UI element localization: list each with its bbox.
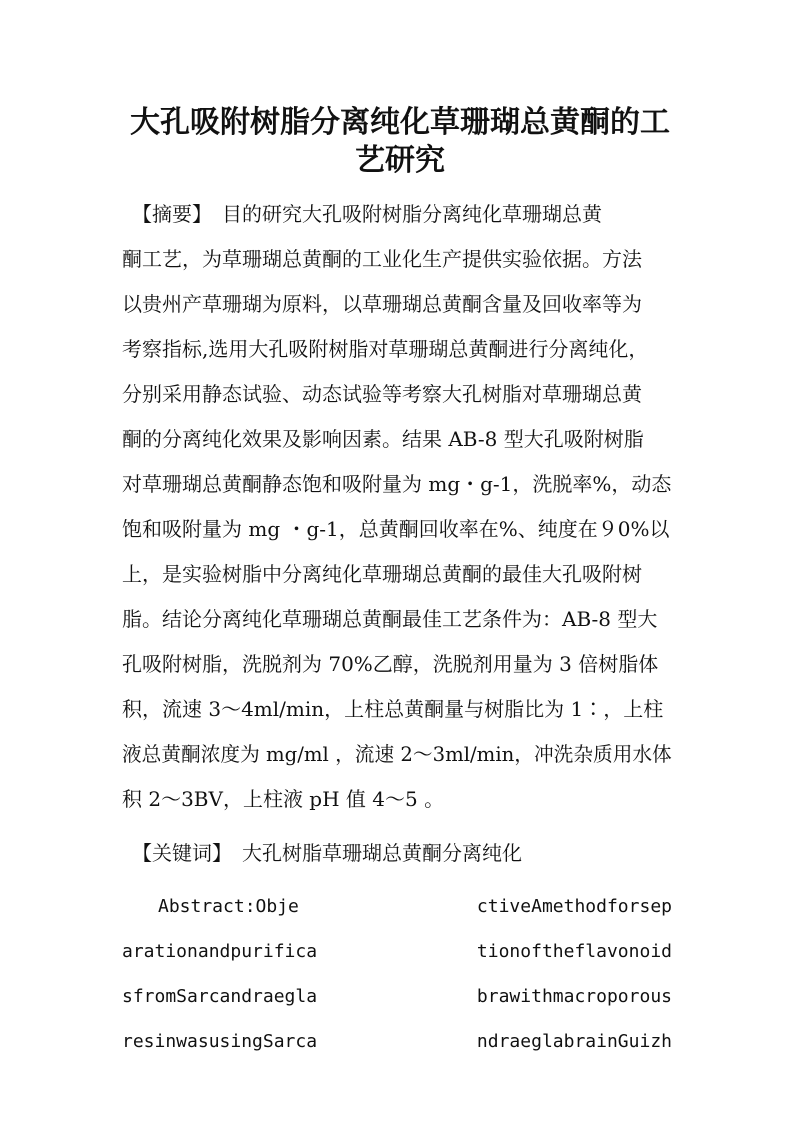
english-left-line: resinwasusingSarca (122, 1031, 318, 1052)
abstract-line: 积，流速 3～4ml/min，上柱总黄酮量与树脂比为 1∶，上柱 (122, 697, 664, 721)
english-right-line: tionoftheflavonoid (476, 941, 672, 962)
abstract-line: 饱和吸附量为 mg ・g-1，总黄酮回收率在%、纯度在９0%以 (122, 517, 670, 541)
abstract-line: 酮的分离纯化效果及影响因素。结果 AB-8 型大孔吸附树脂 (122, 427, 644, 451)
abstract-line: 分别采用静态试验、动态试验等考察大孔树脂对草珊瑚总黄 (122, 382, 642, 406)
english-left-line: Abstract:Obje (122, 896, 299, 917)
english-right-line: ctiveAmethodforsep (476, 896, 672, 917)
abstract-line: 液总黄酮浓度为 mg/ml ，流速 2～3ml/min，冲洗杂质用水体 (122, 742, 672, 766)
title-line-1: 大孔吸附树脂分离纯化草珊瑚总黄酮的工 (130, 105, 670, 140)
english-right-line: ndraeglabrainGuizh (476, 1031, 672, 1052)
english-left-line: arationandpurifica (122, 941, 318, 962)
title-line-2: 艺研究 (355, 143, 445, 178)
abstract-line: 脂。结论分离纯化草珊瑚总黄酮最佳工艺条件为：AB-8 型大 (122, 607, 658, 631)
abstract-line: 孔吸附树脂，洗脱剂为 70%乙醇，洗脱剂用量为 3 倍树脂体 (122, 652, 659, 676)
abstract-line: 酮工艺，为草珊瑚总黄酮的工业化生产提供实验依据。方法 (122, 247, 642, 271)
abstract-line: 上，是实验树脂中分离纯化草珊瑚总黄酮的最佳大孔吸附树 (122, 562, 642, 586)
abstract-line: 考察指标,选用大孔吸附树脂对草珊瑚总黄酮进行分离纯化， (122, 337, 649, 361)
abstract-line: 以贵州产草珊瑚为原料，以草珊瑚总黄酮含量及回收率等为 (122, 292, 642, 316)
english-left-line: sfromSarcandraegla (122, 986, 318, 1007)
abstract-line: 积 2～3BV，上柱液 pH 值 4～5 。 (122, 787, 445, 811)
abstract-line: 对草珊瑚总黄酮静态饱和吸附量为 mg・g-1，洗脱率%，动态 (122, 472, 672, 496)
abstract-line: 【摘要】 目的研究大孔吸附树脂分离纯化草珊瑚总黄 (122, 202, 602, 226)
keywords-line: 【关键词】 大孔树脂草珊瑚总黄酮分离纯化 (122, 841, 522, 865)
english-right-line: brawithmacroporous (476, 986, 672, 1007)
